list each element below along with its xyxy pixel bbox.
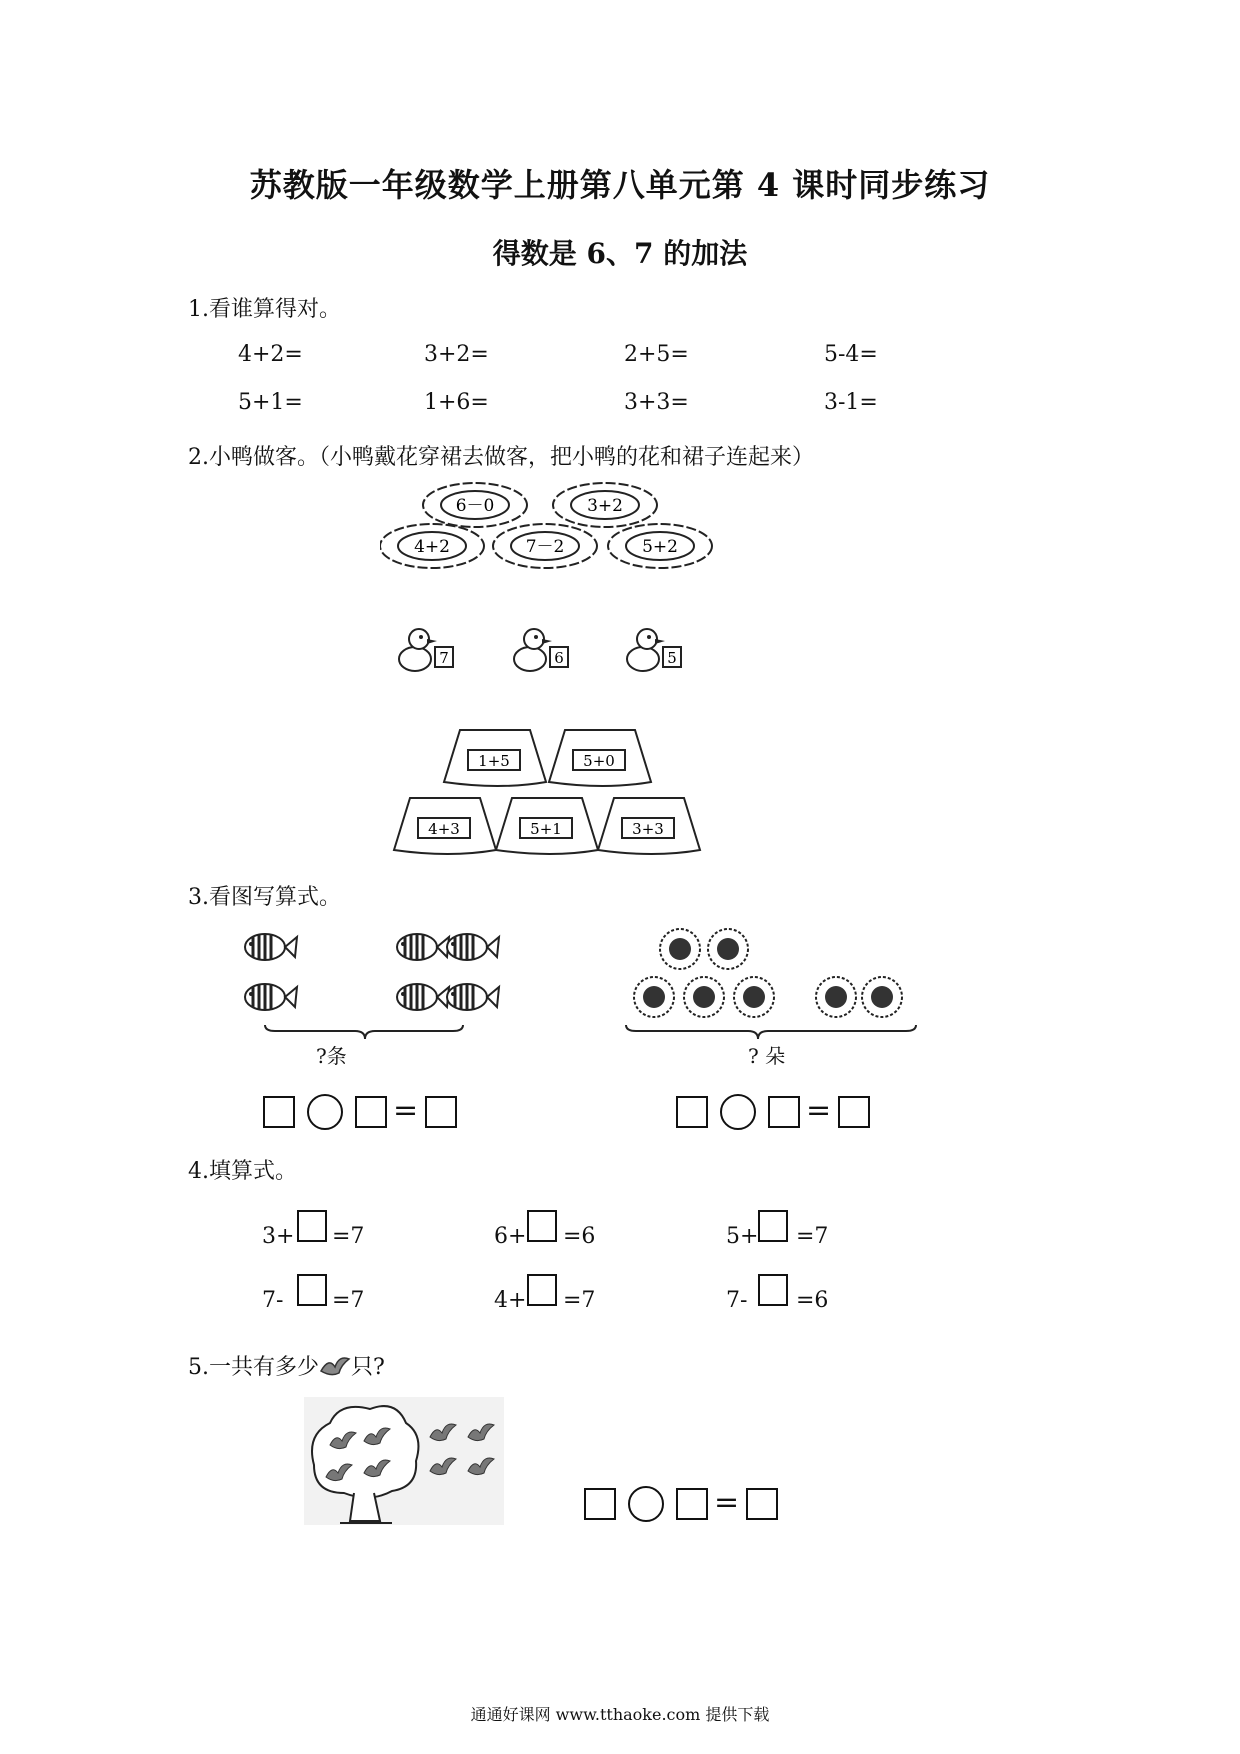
answer-box[interactable] [768,1096,800,1128]
equals-sign: = [393,1093,419,1128]
fill-in-box[interactable] [758,1274,788,1306]
skirt-label: 3+3 [632,820,664,838]
flower-icon[interactable] [423,483,527,527]
answer-box[interactable] [584,1488,616,1520]
q4-prefix: 7- [262,1288,284,1313]
skirt-label: 5+1 [530,820,562,838]
q4-prefix: 6+ [494,1224,527,1249]
fish-icon [245,934,297,960]
sunflower-icon [862,977,902,1017]
equals-sign: = [806,1093,832,1128]
fill-in-box[interactable] [297,1274,327,1306]
duck-number: 6 [554,649,564,667]
q1-equation: 2+5= [624,342,689,367]
duck-icon[interactable] [399,629,453,671]
operator-circle[interactable] [628,1486,664,1522]
answer-box[interactable] [263,1096,295,1128]
sunflower-icon [634,977,674,1017]
page-subtitle: 得数是 6、7 的加法 [492,237,748,270]
bird-icon [319,1351,351,1381]
answer-box[interactable] [425,1096,457,1128]
flower-label: 3+2 [587,496,623,516]
sunflower-icon [734,977,774,1017]
duck-icon[interactable] [514,629,568,671]
question-2-heading: 2.小鸭做客。（小鸭戴花穿裙去做客，把小鸭的花和裙子连起来） [188,445,814,470]
duck-number: 7 [439,649,449,667]
skirt-icon[interactable] [598,798,700,854]
q1-equation: 3+3= [624,390,689,415]
q4-suffix: =7 [563,1288,596,1313]
q1-equation: 5-4= [824,342,878,367]
fill-in-box[interactable] [297,1210,327,1242]
skirt-label: 5+0 [583,752,615,770]
brace [626,1025,916,1039]
sunflower-picture [618,925,928,1055]
q4-suffix: =7 [796,1224,829,1249]
q4-suffix: =6 [563,1224,596,1249]
flower-group [380,480,720,580]
q1-equation: 4+2= [238,342,303,367]
q4-suffix: =7 [332,1224,365,1249]
q1-equation: 1+6= [424,390,489,415]
fill-in-box[interactable] [527,1210,557,1242]
q4-prefix: 3+ [262,1224,295,1249]
q1-equation: 3+2= [424,342,489,367]
sunflower-icon [684,977,724,1017]
answer-box[interactable] [838,1096,870,1128]
duck-group [395,625,695,681]
q1-equation: 3-1= [824,390,878,415]
skirt-icon[interactable] [444,730,546,786]
fish-picture [225,925,515,1055]
answer-box[interactable] [676,1096,708,1128]
question-5-text-a: 5.一共有多少 [188,1355,319,1380]
fill-in-box[interactable] [758,1210,788,1242]
sunflower-icon [708,929,748,969]
flower-icon[interactable] [493,524,597,568]
flower-icon[interactable] [553,483,657,527]
flower-icon[interactable] [608,524,712,568]
fish-icon [245,984,297,1010]
q4-suffix: =7 [332,1288,365,1313]
tree-with-birds-picture [300,1395,510,1530]
brace [265,1025,463,1039]
sunflower-icon [660,929,700,969]
question-4-heading: 4.填算式。 [188,1159,297,1184]
fill-in-box[interactable] [527,1274,557,1306]
operator-circle[interactable] [720,1094,756,1130]
answer-box[interactable] [746,1488,778,1520]
skirt-icon[interactable] [496,798,598,854]
answer-box[interactable] [355,1096,387,1128]
flower-label: 6－0 [455,496,495,516]
duck-number: 5 [667,649,677,667]
question-1-heading: 1.看谁算得对。 [188,297,341,322]
skirt-label: 4+3 [428,820,460,838]
answer-box[interactable] [676,1488,708,1520]
q4-prefix: 4+ [494,1288,527,1313]
q4-prefix: 7- [726,1288,748,1313]
question-5-text-b: 只? [351,1355,385,1380]
skirt-icon[interactable] [549,730,651,786]
fish-icon [447,934,499,960]
flower-label: 5+2 [642,537,678,557]
q4-suffix: =6 [796,1288,829,1313]
fish-question-caption: ?条 [316,1044,347,1068]
flower-label: 7－2 [525,537,565,557]
q4-prefix: 5+ [726,1224,759,1249]
sunflower-question-caption: ? 朵 [748,1044,786,1068]
q1-equation: 5+1= [238,390,303,415]
sunflower-icon [816,977,856,1017]
skirt-label: 1+5 [478,752,510,770]
operator-circle[interactable] [307,1094,343,1130]
fish-icon [397,984,449,1010]
question-5-heading [188,1350,385,1381]
footer-credit: 通通好课网 www.tthaoke.com 提供下载 [470,1705,770,1724]
equals-sign: = [714,1485,740,1520]
flower-label: 4+2 [414,537,450,557]
flower-icon[interactable] [380,524,484,568]
question-3-heading: 3.看图写算式。 [188,885,341,910]
duck-icon[interactable] [627,629,681,671]
skirt-group [390,720,710,860]
page-title: 苏教版一年级数学上册第八单元第 4 课时同步练习 [249,166,991,204]
skirt-icon[interactable] [394,798,496,854]
fish-icon [397,934,449,960]
fish-icon [447,984,499,1010]
